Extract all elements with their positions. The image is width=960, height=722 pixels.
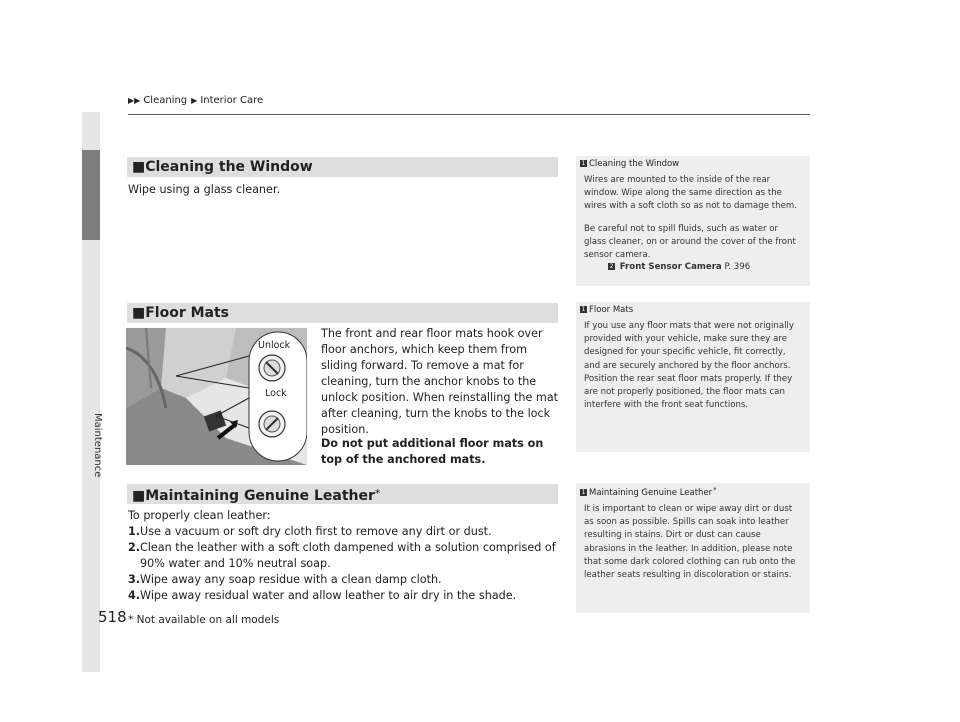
list-item: [128, 524, 558, 540]
note-paragraph: Wires are mounted to the inside of the rear window. Wipe along the same direction as the wires with a soft cloth so as not to damage them.: [584, 175, 797, 212]
list-item: [128, 572, 558, 588]
floor-mat-anchor-photo: [126, 328, 307, 465]
section-header-mats: [127, 303, 558, 323]
note-mats: [576, 302, 810, 452]
note-leather: [576, 483, 810, 613]
square-bullet-icon: ■: [132, 305, 146, 321]
breadcrumb-arrow-icon: ▶▶: [128, 96, 141, 105]
list-number: 1.: [128, 525, 141, 538]
image-label-unlock: Unlock: [258, 340, 291, 351]
page-number: 518: [98, 608, 127, 626]
list-text: Use a vacuum or soft dry cloth first to remove any dirt or dust.: [140, 525, 492, 538]
mats-body: The front and rear floor mats hook over floor anchors, which keep them from sliding forward. To remove a mat for cleaning, turn the anchor knobs to the unlock position. When reinstalling the mat after cleaning, turn the knobs to the lock position.: [321, 327, 559, 436]
list-text: Wipe away residual water and allow leather to air dry in the shade.: [140, 589, 517, 602]
list-item: [128, 588, 558, 604]
reference-icon: 2: [609, 263, 614, 271]
bookmark-icon: 1: [581, 306, 586, 313]
list-text: Clean the leather with a soft cloth dampened with a solution comprised of 90% water and 10% neutral soap.: [140, 541, 556, 570]
bookmark-icon: 1: [581, 160, 586, 167]
header-rule: [128, 114, 810, 115]
breadcrumb-interior-care[interactable]: Interior Care: [200, 95, 264, 106]
list-item: [128, 540, 558, 572]
leather-steps: [128, 524, 558, 604]
square-bullet-icon: ■: [132, 488, 146, 504]
list-number: 4.: [128, 589, 141, 602]
note-title: 1 Floor Mats: [581, 305, 634, 315]
breadcrumb-cleaning[interactable]: Cleaning: [143, 95, 188, 106]
side-tab-marker: [82, 150, 100, 240]
section-header-window: [127, 157, 558, 177]
note-paragraph: If you use any floor mats that were not originally provided with your vehicle, make sure they are designed for your specific vehicle, fit correctly, and are securely anchored by the floor anchors.: [584, 321, 794, 371]
window-body: Wipe using a glass cleaner.: [128, 183, 281, 196]
note-window: [576, 156, 810, 286]
image-label-lock: Lock: [265, 388, 287, 399]
section-title: Cleaning the Window: [145, 159, 313, 175]
side-tab-label: Maintenance: [92, 413, 103, 478]
list-number: 2.: [128, 541, 141, 554]
list-text: Wipe away any soap residue with a clean damp cloth.: [140, 573, 442, 586]
breadcrumb-arrow-icon: ▶: [191, 96, 198, 105]
section-title: Maintaining Genuine Leather: [145, 488, 375, 504]
breadcrumb: [128, 95, 263, 106]
note-paragraph: It is important to clean or wipe away dirt or dust as soon as possible. Spills can soak into leather resulting in stains. Dirt or dust can cause abrasions in the leather. In addition, please note that some dark colored clothing can rub onto the leather seats resulting in discoloration or stains.: [584, 504, 796, 581]
asterisk-mark: *: [374, 487, 381, 500]
cross-reference[interactable]: [584, 262, 802, 272]
note-paragraph: Position the rear seat floor mats properly. If they are not properly positioned, the floor mats can interfere with the front seat functions.: [584, 373, 793, 411]
note-title: 1 Cleaning the Window: [581, 159, 680, 169]
footnote: * Not available on all models: [128, 614, 280, 626]
section-header-leather: [127, 484, 558, 504]
mats-warning: Do not put additional floor mats on top of the anchored mats.: [321, 437, 544, 466]
note-title: 1 Maintaining Genuine Leather*: [581, 486, 717, 498]
bookmark-icon: 1: [581, 489, 586, 496]
section-title: Floor Mats: [145, 305, 230, 321]
list-number: 3.: [128, 573, 141, 586]
reference-page: P. 396: [724, 262, 751, 273]
note-paragraph: Be careful not to spill fluids, such as water or glass cleaner, on or around the cover of the front sensor camera.: [584, 223, 796, 261]
square-bullet-icon: ■: [132, 159, 146, 175]
reference-label: Front Sensor Camera: [619, 262, 722, 273]
leather-intro: To properly clean leather:: [128, 509, 271, 522]
